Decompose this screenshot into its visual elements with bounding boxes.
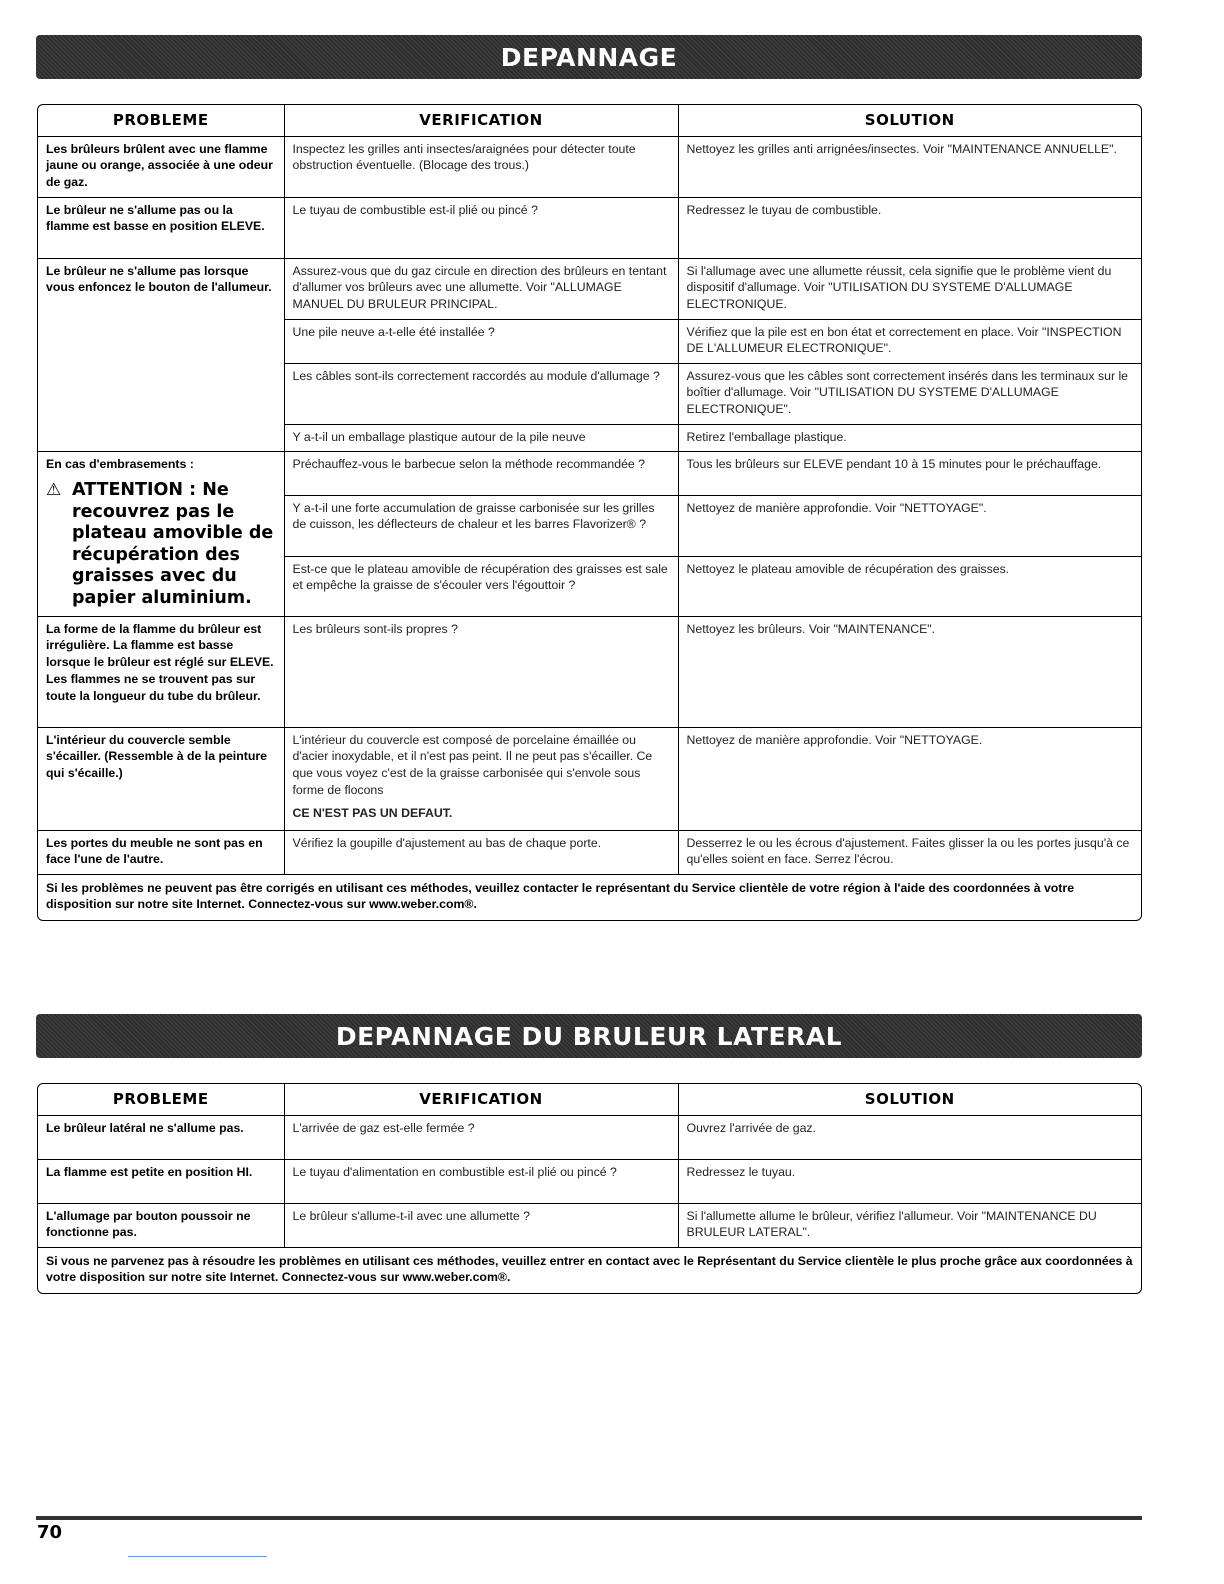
table-header-row xyxy=(38,1084,1141,1115)
solution-cell: Si l'allumage avec une allumette réussit, cela signifie que le problème vient du dispositif d'allumage. Voir "UTILISATION DU SYSTEME D'ALLUMAGE ELECTRONIQUE. xyxy=(678,258,1141,319)
solution-cell: Nettoyez de manière approfondie. Voir "NETTOYAGE". xyxy=(678,495,1141,556)
table-row xyxy=(38,1115,1141,1159)
solution-cell: Nettoyez les brûleurs. Voir "MAINTENANCE". xyxy=(678,616,1141,727)
verification-cell: Une pile neuve a-t-elle été installée ? xyxy=(284,319,678,363)
problem-cell: L'allumage par bouton poussoir ne fonctionne pas. xyxy=(38,1203,284,1247)
verification-cell: Le tuyau de combustible est-il plié ou pincé ? xyxy=(284,197,678,258)
verification-cell xyxy=(284,727,678,830)
verification-cell: Le tuyau d'alimentation en combustible est-il plié ou pincé ? xyxy=(284,1159,678,1203)
verification-text: L'intérieur du couvercle est composé de porcelaine émaillée ou d'acier inoxydable, et il n'est pas peint. Il ne peut pas s'écailler. Ce que vous voyez c'est de la graisse carbonisée qui s'envole sous forme de flocons xyxy=(292,732,653,797)
solution-cell: Desserrez le ou les écrous d'ajustement. Faites glisser la ou les portes jusqu'à ce qu'elles soient en face. Serrez l'écrou. xyxy=(678,830,1141,874)
verification-cell: Le brûleur s'allume-t-il avec une allumette ? xyxy=(284,1203,678,1247)
solution-cell: Si l'allumette allume le brûleur, vérifiez l'allumeur. Voir "MAINTENANCE DU BRULEUR LATERAL". xyxy=(678,1203,1141,1247)
section-title-depannage: DEPANNAGE xyxy=(36,35,1142,79)
solution-cell: Nettoyez les grilles anti arrignées/insectes. Voir "MAINTENANCE ANNUELLE". xyxy=(678,136,1141,197)
attention-text: ATTENTION : Ne recouvrez pas le plateau amovible de récupération des graisses avec du papier aluminium. xyxy=(72,480,274,608)
header-verification: VERIFICATION xyxy=(284,105,678,136)
table-row xyxy=(38,451,1141,495)
not-a-defect-label: CE N'EST PAS UN DEFAUT. xyxy=(292,805,453,820)
verification-cell: Les brûleurs sont-ils propres ? xyxy=(284,616,678,727)
table-note-row xyxy=(38,1247,1141,1293)
solution-cell: Retirez l'emballage plastique. xyxy=(678,424,1141,451)
side-burner-table xyxy=(37,1083,1142,1294)
problem-text: En cas d'embrasements : xyxy=(46,456,194,471)
solution-cell: Redressez le tuyau de combustible. xyxy=(678,197,1141,258)
table-row xyxy=(38,258,1141,319)
solution-cell: Nettoyez de manière approfondie. Voir "NETTOYAGE. xyxy=(678,727,1141,830)
table-row xyxy=(38,197,1141,258)
solution-cell: Nettoyez le plateau amovible de récupération des graisses. xyxy=(678,556,1141,616)
verification-cell: Y a-t-il une forte accumulation de graisse carbonisée sur les grilles de cuisson, les déflecteurs de chaleur et les barres Flavorizer® ? xyxy=(284,495,678,556)
table-header-row xyxy=(38,105,1141,136)
warning-triangle-icon: ⚠ xyxy=(46,480,62,501)
solution-cell: Tous les brûleurs sur ELEVE pendant 10 à 15 minutes pour le préchauffage. xyxy=(678,451,1141,495)
header-probleme: PROBLEME xyxy=(38,105,284,136)
header-solution: SOLUTION xyxy=(678,1084,1141,1115)
problem-cell: Les portes du meuble ne sont pas en face l'une de l'autre. xyxy=(38,830,284,874)
table-note-row xyxy=(38,874,1141,920)
decorative-underline xyxy=(128,1556,267,1557)
verification-cell: Vérifiez la goupille d'ajustement au bas de chaque porte. xyxy=(284,830,678,874)
solution-cell: Vérifiez que la pile est en bon état et correctement en place. Voir "INSPECTION DE L'ALLUMEUR ELECTRONIQUE". xyxy=(678,319,1141,363)
solution-cell: Ouvrez l'arrivée de gaz. xyxy=(678,1115,1141,1159)
header-probleme: PROBLEME xyxy=(38,1084,284,1115)
page-number: 70 xyxy=(37,1522,63,1543)
table-row xyxy=(38,616,1141,727)
problem-cell: La forme de la flamme du brûleur est irrégulière. La flamme est basse lorsque le brûleur est réglé sur ELEVE. Les flammes ne se trouvent pas sur toute la longueur du tube du brûleur. xyxy=(38,616,284,727)
verification-cell: Les câbles sont-ils correctement raccordés au module d'allumage ? xyxy=(284,363,678,424)
verification-cell: Est-ce que le plateau amovible de récupération des graisses est sale et empêche la graisse de s'écouler vers l'égouttoir ? xyxy=(284,556,678,616)
problem-cell: L'intérieur du couvercle semble s'écailler. (Ressemble à de la peinture qui s'écaille.) xyxy=(38,727,284,830)
verification-cell: Assurez-vous que du gaz circule en direction des brûleurs en tentant d'allumer vos brûleurs avec une allumette. Voir "ALLUMAGE MANUEL DU BRULEUR PRINCIPAL. xyxy=(284,258,678,319)
troubleshooting-table xyxy=(37,104,1142,921)
table-row xyxy=(38,727,1141,830)
contact-note: Si vous ne parvenez pas à résoudre les problèmes en utilisant ces méthodes, veuillez entrer en contact avec le Représentant du Service clientèle le plus proche grâce aux coordonnées à votre disposition sur notre site Internet. Connectez-vous sur www.weber.com®. xyxy=(38,1247,1141,1293)
verification-cell: Inspectez les grilles anti insectes/araignées pour détecter toute obstruction éventuelle. (Blocage des trous.) xyxy=(284,136,678,197)
problem-cell: La flamme est petite en position HI. xyxy=(38,1159,284,1203)
header-solution: SOLUTION xyxy=(678,105,1141,136)
section-title-side-burner: DEPANNAGE DU BRULEUR LATERAL xyxy=(36,1014,1142,1058)
table-row xyxy=(38,830,1141,874)
problem-cell: Le brûleur ne s'allume pas lorsque vous enfoncez le bouton de l'allumeur. xyxy=(38,258,284,451)
table-row xyxy=(38,1159,1141,1203)
problem-cell: Les brûleurs brûlent avec une flamme jaune ou orange, associée à une odeur de gaz. xyxy=(38,136,284,197)
problem-cell xyxy=(38,451,284,616)
table-row xyxy=(38,1203,1141,1247)
problem-cell: Le brûleur latéral ne s'allume pas. xyxy=(38,1115,284,1159)
verification-cell: Y a-t-il un emballage plastique autour de la pile neuve xyxy=(284,424,678,451)
attention-warning xyxy=(46,480,276,609)
table-row xyxy=(38,136,1141,197)
solution-cell: Assurez-vous que les câbles sont correctement insérés dans les terminaux sur le boîtier d'allumage. Voir "UTILISATION DU SYSTEME D'ALLUMAGE ELECTRONIQUE". xyxy=(678,363,1141,424)
contact-note: Si les problèmes ne peuvent pas être corrigés en utilisant ces méthodes, veuillez contacter le représentant du Service clientèle de votre région à l'aide des coordonnées à votre disposition sur notre site Internet. Connectez-vous sur www.weber.com®. xyxy=(38,874,1141,920)
header-verification: VERIFICATION xyxy=(284,1084,678,1115)
verification-cell: L'arrivée de gaz est-elle fermée ? xyxy=(284,1115,678,1159)
verification-cell: Préchauffez-vous le barbecue selon la méthode recommandée ? xyxy=(284,451,678,495)
footer-rule xyxy=(36,1516,1142,1520)
problem-cell: Le brûleur ne s'allume pas ou la flamme est basse en position ELEVE. xyxy=(38,197,284,258)
solution-cell: Redressez le tuyau. xyxy=(678,1159,1141,1203)
